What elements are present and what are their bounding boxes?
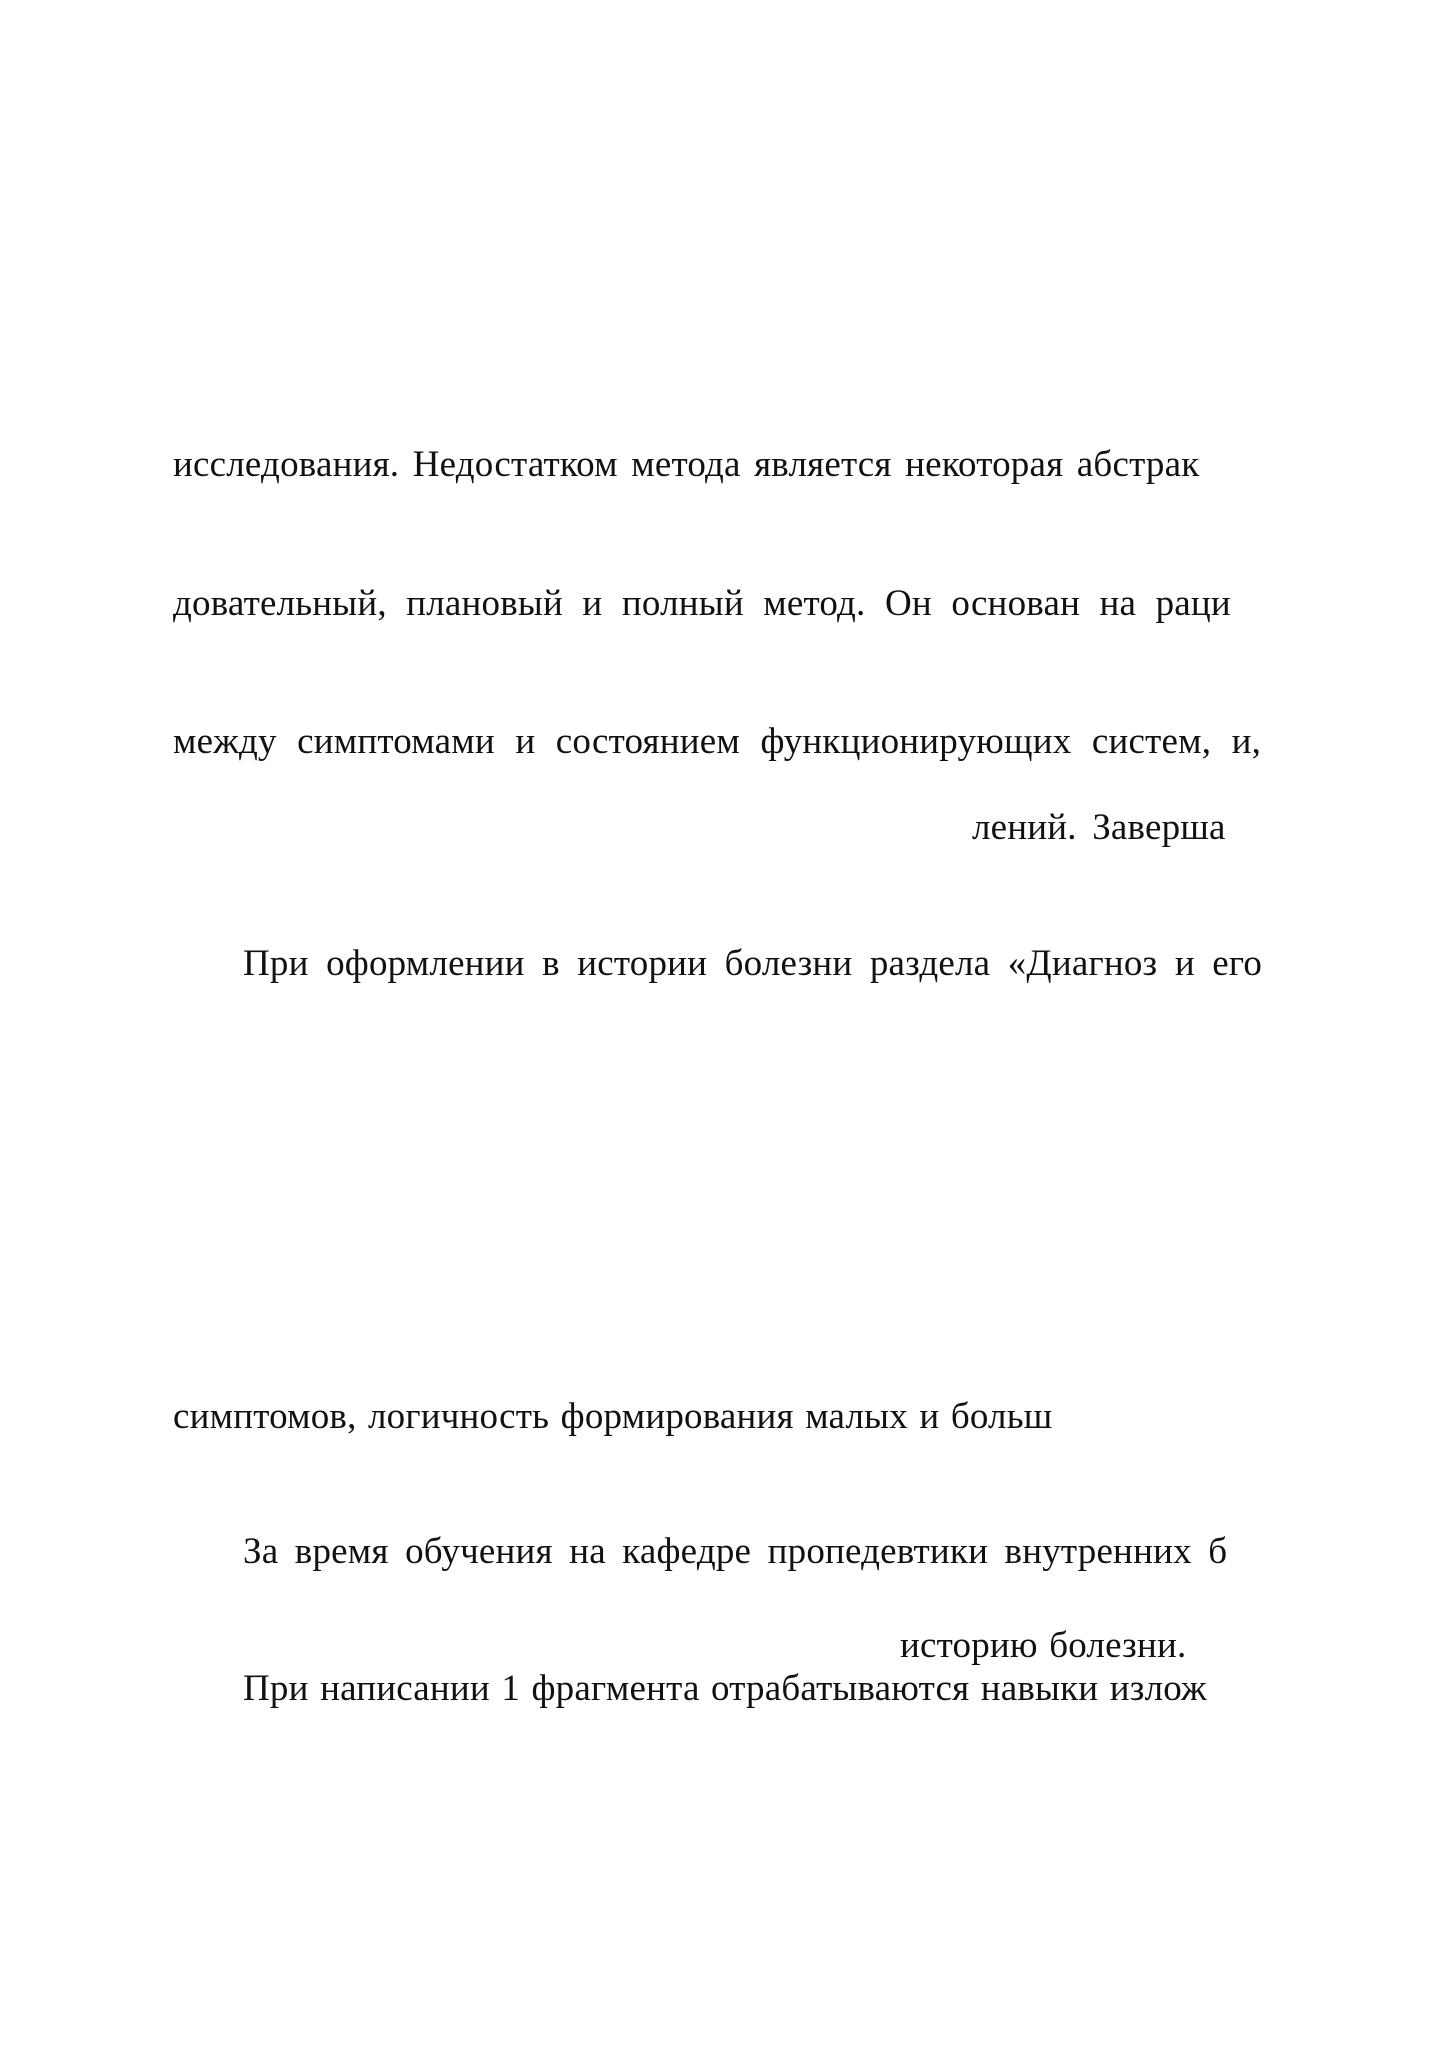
text-line-3: между симптомами и состоянием функционирующих систем, и, bbox=[173, 721, 1262, 762]
text-line-8: историю болезни. bbox=[900, 1625, 1187, 1666]
text-line-1: исследования. Недостатком метода является некоторая абстрак bbox=[173, 444, 1200, 485]
text-line-2: довательный, плановый и полный метод. Он основан на раци bbox=[173, 583, 1231, 624]
text-line-4: лений. Заверша bbox=[972, 807, 1226, 848]
text-line-5: При оформлении в истории болезни раздела «Диагноз и его bbox=[243, 943, 1263, 984]
text-line-7: За время обучения на кафедре пропедевтики внутренних б bbox=[243, 1531, 1228, 1572]
text-line-6: симптомов, логичность формирования малых и больш bbox=[173, 1396, 1053, 1437]
text-line-9: При написании 1 фрагмента отрабатываются навыки излож bbox=[243, 1668, 1207, 1709]
